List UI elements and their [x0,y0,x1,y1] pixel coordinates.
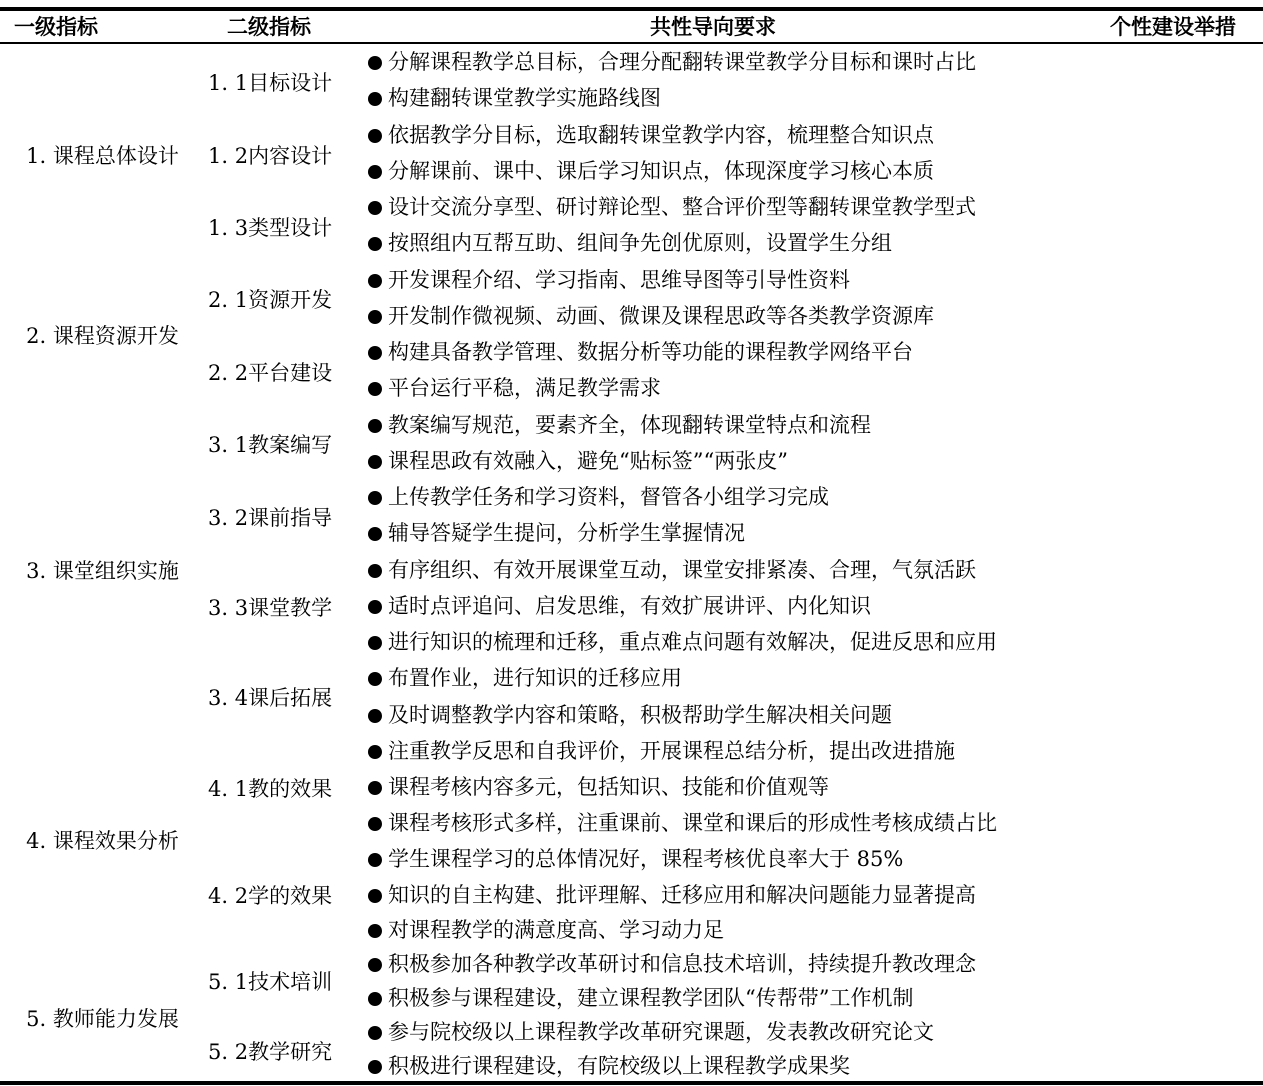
bullet-icon [368,310,382,324]
requirement-text: 积极进行课程建设，有院校级以上课程教学成果奖 [388,1054,850,1078]
bullet-icon [368,491,382,505]
level1-item: 4. 课程效果分析 [26,829,179,853]
requirement-text: 知识的自主构建、批评理解、迁移应用和解决问题能力显著提高 [388,883,976,907]
requirement-text: 开发课程介绍、学习指南、思维导图等引导性资料 [388,268,850,292]
bullet-icon [368,455,382,469]
requirement-text: 按照组内互帮互助、组间争先创优原则，设置学生分组 [388,231,892,255]
requirement-text: 课程考核形式多样，注重课前、课堂和课后的形成性考核成绩占比 [388,811,997,835]
requirement-text: 开发制作微视频、动画、微课及课程思政等各类教学资源库 [388,304,934,328]
level2-item: 1. 1目标设计 [208,71,333,95]
requirement-text: 学生课程学习的总体情况好，课程考核优良率大于 85% [388,847,904,871]
requirement-text: 进行知识的梳理和迁移，重点难点问题有效解决，促进反思和应用 [388,630,997,654]
requirement-line [366,805,997,841]
level2-item: 3. 3课堂教学 [208,596,333,620]
requirement-line [366,153,934,189]
level2-item: 3. 2课前指导 [208,506,333,530]
bullet-icon [368,636,382,650]
bullet-icon [368,1060,382,1074]
bullet-icon [368,600,382,614]
level1-item: 2. 课程资源开发 [26,324,179,348]
requirement-line [366,225,892,261]
requirement-text: 平台运行平稳，满足教学需求 [388,376,661,400]
requirement-text: 积极参与课程建设，建立课程教学团队“传帮带”工作机制 [388,986,914,1010]
requirement-line [366,407,871,443]
requirement-line [366,946,976,982]
header-level2: 二级指标 [227,15,311,39]
requirement-text: 构建具备教学管理、数据分析等功能的课程教学网络平台 [388,340,913,364]
requirement-text: 对课程教学的满意度高、学习动力足 [388,918,724,942]
bullet-icon [368,745,382,759]
requirement-line [366,262,850,298]
level2-item: 4. 2学的效果 [208,884,333,908]
bullet-icon [368,924,382,938]
bullet-icon [368,672,382,686]
level2-item: 3. 1教案编写 [208,433,333,457]
bullet-icon [368,346,382,360]
requirement-line [366,80,661,116]
level2-item: 1. 3类型设计 [208,216,333,240]
requirement-text: 上传教学任务和学习资料，督管各小组学习完成 [388,485,829,509]
requirement-text: 教案编写规范，要素齐全，体现翻转课堂特点和流程 [388,413,871,437]
requirement-line [366,660,682,696]
requirement-text: 及时调整教学内容和策略，积极帮助学生解决相关问题 [388,703,892,727]
requirement-line [366,515,745,551]
requirement-line [366,1014,934,1050]
requirement-line [366,980,913,1016]
requirement-line [366,189,976,225]
bullet-icon [368,129,382,143]
bullet-icon [368,274,382,288]
bullet-icon [368,237,382,251]
requirement-text: 布置作业，进行知识的迁移应用 [388,666,682,690]
table-top-rule [0,7,1263,11]
requirement-text: 积极参加各种教学改革研讨和信息技术培训，持续提升教改理念 [388,952,976,976]
requirement-line [366,697,892,733]
bullet-icon [368,889,382,903]
requirement-text: 设计交流分享型、研讨辩论型、整合评价型等翻转课堂教学型式 [388,195,976,219]
requirement-text: 课程思政有效融入，避免“贴标签”“两张皮” [388,449,788,473]
header-common-requirements: 共性导向要求 [650,15,776,39]
level1-item: 1. 课程总体设计 [26,144,179,168]
requirement-line [366,298,934,334]
header-individual-measures: 个性建设举措 [1110,15,1236,39]
requirement-text: 注重教学反思和自我评价，开展课程总结分析，提出改进措施 [388,739,955,763]
requirement-text: 课程考核内容多元，包括知识、技能和价值观等 [388,775,829,799]
requirement-text: 构建翻转课堂教学实施路线图 [388,86,661,110]
bullet-icon [368,56,382,70]
requirement-text: 依据教学分目标，选取翻转课堂教学内容，梳理整合知识点 [388,123,934,147]
requirement-line [366,552,976,588]
bullet-icon [368,165,382,179]
level2-item: 4. 1教的效果 [208,777,333,801]
level1-item: 3. 课堂组织实施 [26,559,179,583]
table-bottom-rule [0,1081,1263,1085]
requirement-line [366,769,829,805]
requirement-line [366,117,934,153]
requirement-text: 有序组织、有效开展课堂互动，课堂安排紧凑、合理，气氛活跃 [388,558,976,582]
requirement-text: 分解课程教学总目标，合理分配翻转课堂教学分目标和课时占比 [388,50,976,74]
requirement-line [366,841,903,877]
bullet-icon [368,958,382,972]
level2-item: 5. 2教学研究 [208,1040,333,1064]
requirement-text: 辅导答疑学生提问，分析学生掌握情况 [388,521,745,545]
requirement-line [366,733,955,769]
level1-item: 5. 教师能力发展 [26,1007,179,1031]
bullet-icon [368,419,382,433]
requirement-text: 分解课前、课中、课后学习知识点，体现深度学习核心本质 [388,159,934,183]
bullet-icon [368,564,382,578]
requirement-line [366,334,913,370]
header-level1: 一级指标 [14,15,98,39]
level2-item: 1. 2内容设计 [208,144,333,168]
requirement-line [366,912,724,948]
bullet-icon [368,527,382,541]
requirement-line [366,479,829,515]
requirement-line [366,588,871,624]
requirement-line [366,44,976,80]
requirement-text: 参与院校级以上课程教学改革研究课题，发表教改研究论文 [388,1020,934,1044]
requirement-line [366,877,976,913]
bullet-icon [368,201,382,215]
bullet-icon [368,382,382,396]
bullet-icon [368,992,382,1006]
bullet-icon [368,709,382,723]
requirement-line [366,1048,850,1084]
level2-item: 2. 2平台建设 [208,361,333,385]
requirement-text: 适时点评追问、启发思维，有效扩展讲评、内化知识 [388,594,871,618]
requirement-line [366,624,997,660]
bullet-icon [368,781,382,795]
level2-item: 2. 1资源开发 [208,288,333,312]
level2-item: 3. 4课后拓展 [208,686,333,710]
level2-item: 5. 1技术培训 [208,970,333,994]
bullet-icon [368,1026,382,1040]
bullet-icon [368,92,382,106]
requirement-line [366,370,661,406]
bullet-icon [368,817,382,831]
bullet-icon [368,853,382,867]
requirement-line [366,443,788,479]
